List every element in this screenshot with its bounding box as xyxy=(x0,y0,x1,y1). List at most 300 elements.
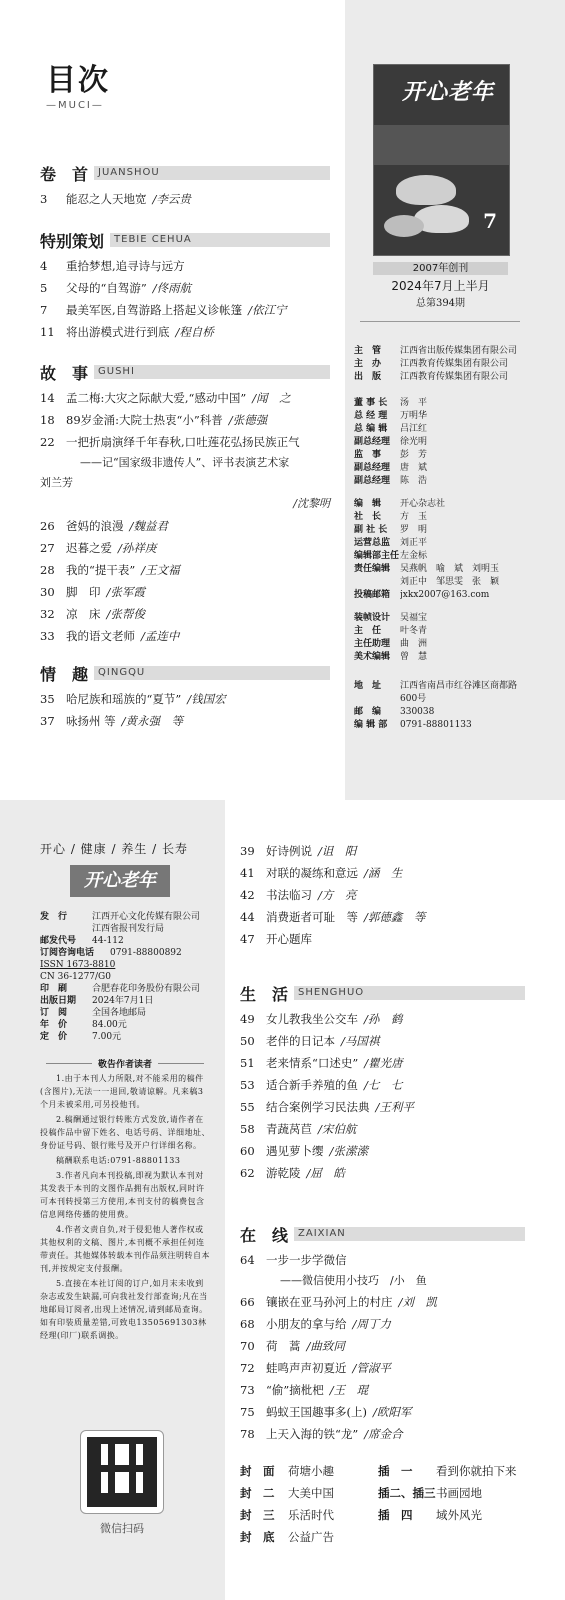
staff-key: 社 长 xyxy=(354,512,382,522)
pub-row xyxy=(40,1007,210,1019)
toc-subtitle: —MUCI— xyxy=(46,100,104,111)
page-number: 11 xyxy=(40,325,55,339)
page-number: 39 xyxy=(240,844,255,858)
entry-title: 迟暮之爱 xyxy=(66,541,112,555)
toc-entry[interactable] xyxy=(40,688,330,710)
cover-credits xyxy=(240,1460,540,1548)
page-number: 33 xyxy=(40,629,55,643)
credit-value: 看到你就拍下来 xyxy=(436,1464,517,1478)
credit-key: 插二、插三 xyxy=(378,1486,436,1500)
section-tebie xyxy=(40,231,330,343)
section-header xyxy=(40,164,330,182)
entry-author: /张帮俊 xyxy=(106,607,145,621)
toc-title: 目次 xyxy=(46,63,110,98)
staff-row xyxy=(354,563,554,576)
staff-key: 编辑部主任 xyxy=(354,551,400,561)
pub-value: 全国各地邮局 xyxy=(92,1008,147,1018)
entry-title: 哈尼族和瑶族的“夏节” xyxy=(66,692,182,706)
entry-title: 书法临习 xyxy=(266,888,312,902)
section-qingqu xyxy=(40,664,330,732)
entry-title: 我的“提干表” xyxy=(66,563,136,577)
page-number: 35 xyxy=(40,692,55,706)
toc-entry[interactable] xyxy=(240,862,525,884)
magazine-logo: 开心老年 xyxy=(70,865,170,897)
toc-entry[interactable] xyxy=(240,884,525,906)
page-number: 66 xyxy=(240,1295,255,1309)
page-number: 41 xyxy=(240,866,255,880)
section-header xyxy=(240,1225,525,1243)
staff-key: 地 址 xyxy=(354,681,382,691)
entry-title: 结合案例学习民法典 xyxy=(266,1100,370,1114)
toc-entry[interactable] xyxy=(40,581,330,603)
section-juanshou xyxy=(40,164,330,210)
entry-author: /依江宁 xyxy=(248,303,287,317)
staff-row xyxy=(354,436,554,449)
page-number: 70 xyxy=(240,1339,255,1353)
staff-value: 0791-88801133 xyxy=(400,720,472,730)
entry-author: /黄永强 等 xyxy=(121,714,184,728)
staff-row xyxy=(354,612,554,625)
entry-title: 咏扬州 等 xyxy=(66,714,116,728)
pub-key: 定 价 xyxy=(40,1032,68,1042)
qr-label: 微信扫码 xyxy=(100,1522,144,1535)
entry-title: 蚂蚁王国趣事多(上) xyxy=(266,1405,367,1419)
entry-title: 89岁金涌:大院士热衷“小”科普 xyxy=(66,413,223,427)
staff-key xyxy=(354,576,400,589)
section-title: 在 线 xyxy=(240,1225,289,1245)
entry-author: /钱国宏 xyxy=(187,692,226,706)
toc-entry[interactable] xyxy=(40,387,330,409)
page-number: 64 xyxy=(240,1253,255,1267)
entry-title: 适合新手养殖的鱼 xyxy=(266,1078,358,1092)
pub-value: ISSN 1673-8810 xyxy=(40,960,116,970)
toc-entry[interactable] xyxy=(240,1118,525,1140)
pub-row xyxy=(40,911,210,923)
pub-value: 江西省报刊发行局 xyxy=(92,924,165,934)
pub-value: 84.00元 xyxy=(92,1020,127,1030)
staff-key: 监 事 xyxy=(354,450,382,460)
staff-key: 美术编辑 xyxy=(354,652,391,662)
magazine-cover xyxy=(373,64,510,256)
section-title-en: JUANSHOU xyxy=(94,166,330,180)
cover-logo: 开心老年 xyxy=(402,79,495,105)
staff-row xyxy=(354,651,554,664)
pub-row xyxy=(40,971,210,983)
staff-value: 汤 平 xyxy=(400,398,428,408)
staff-key: 副总经理 xyxy=(354,476,391,486)
entry-title: 一把折扇演绎千年春秋,口吐莲花弘扬民族正气 xyxy=(66,435,300,449)
toc-entry[interactable] xyxy=(40,559,330,581)
section-gushi xyxy=(40,363,330,647)
staff-value: 万明华 xyxy=(400,411,428,421)
notice-body xyxy=(40,1072,210,1342)
staff-row xyxy=(354,423,554,436)
staff-value: 江西教育传媒集团有限公司 xyxy=(400,359,509,369)
staff-value: 江西省出版传媒集团有限公司 xyxy=(400,346,518,356)
staff-value: 陈 浩 xyxy=(400,476,428,486)
toc-entry[interactable] xyxy=(40,431,330,453)
entry-title: “偷”摘枇杷 xyxy=(266,1383,324,1397)
entry-author: /孙祥庚 xyxy=(118,541,157,555)
notice-paragraph: 稿酬联系电话:0791-88801133 xyxy=(56,1156,181,1165)
entry-title: 游乾陵 xyxy=(266,1166,301,1180)
staff-row xyxy=(354,706,554,719)
section-title: 卷 首 xyxy=(40,164,89,184)
staff-value: 330038 xyxy=(400,707,435,717)
slogan: 开心 / 健康 / 养生 / 长寿 xyxy=(40,842,189,856)
pub-key xyxy=(40,923,92,935)
entry-title: 能忍之人天地宽 xyxy=(66,192,147,206)
page-number: 42 xyxy=(240,888,255,902)
total-issue: 总第394期 xyxy=(415,298,466,309)
staff-key: 副总经理 xyxy=(354,437,391,447)
page-number: 60 xyxy=(240,1144,255,1158)
staff-group-e xyxy=(354,680,554,732)
staff-key: 运营总监 xyxy=(354,538,391,548)
toc-entry[interactable] xyxy=(240,928,525,950)
pub-row xyxy=(40,935,210,947)
pub-key: 订阅咨询电话 xyxy=(40,948,95,958)
section-header xyxy=(40,664,330,682)
staff-value: 600号 xyxy=(400,694,427,704)
staff-key xyxy=(354,693,400,706)
pub-row xyxy=(40,923,210,935)
entry-author: /涵 生 xyxy=(364,866,403,880)
entry-author: /孟连中 xyxy=(141,629,180,643)
staff-key: 编 辑 xyxy=(354,499,382,509)
entry-author: /曲致同 xyxy=(306,1339,345,1353)
entry-author: /王 琨 xyxy=(329,1383,369,1397)
entry-author: /李云贵 xyxy=(152,192,191,206)
section-title-en: TEBIE CEHUA xyxy=(110,233,330,247)
toc-entry[interactable] xyxy=(40,537,330,559)
credit-value: 乐活时代 xyxy=(288,1508,334,1522)
toc-entry[interactable] xyxy=(240,1401,525,1423)
pub-value: CN 36-1277/G0 xyxy=(40,972,111,982)
credit-key: 封 三 xyxy=(240,1508,275,1522)
toc-entry[interactable] xyxy=(40,188,330,210)
staff-value: 吴燕帆 喻 斌 刘明玉 xyxy=(400,564,500,574)
entry-author: /诅 阳 xyxy=(318,844,357,858)
pub-value: 2024年7月1日 xyxy=(92,996,154,1006)
staff-key: 总 编 辑 xyxy=(354,424,388,434)
toc-entry[interactable] xyxy=(240,906,525,928)
staff-key: 总 经 理 xyxy=(354,411,388,421)
staff-value: 刘正平 xyxy=(400,538,428,548)
pub-value: 7.00元 xyxy=(92,1032,122,1042)
pub-key: 出版日期 xyxy=(40,996,77,1006)
entry-author: /方 亮 xyxy=(318,888,357,902)
section-shenghuo xyxy=(240,984,525,1184)
toc-entry[interactable] xyxy=(40,710,330,732)
section-header xyxy=(240,984,525,1002)
staff-key: 编 辑 部 xyxy=(354,720,388,730)
toc-entry[interactable] xyxy=(40,625,330,647)
toc-entry[interactable] xyxy=(240,1008,525,1030)
staff-row xyxy=(354,371,554,384)
page-number: 4 xyxy=(40,259,48,273)
section-header xyxy=(40,231,330,249)
entry-author: /宋伯航 xyxy=(318,1122,357,1136)
notice-paragraph: 5.直接在本社订阅的订户,如月末未收到杂志或发生缺漏,可向我社发行部查询;凡在当地邮局订阅者,出现上述情况,请到邮局查询。如有印装质量差错,可致电13505691303林经理(印厂)联系调换。 xyxy=(40,1279,208,1340)
divider xyxy=(46,1063,92,1064)
page-number: 14 xyxy=(40,391,55,405)
staff-value: 江西省南昌市红谷滩区商都路 xyxy=(400,681,518,691)
entry-author: /周丁力 xyxy=(352,1317,391,1331)
entry-author: /七 七 xyxy=(364,1078,403,1092)
entry-author: /欧阳军 xyxy=(372,1405,412,1419)
page-number: 22 xyxy=(40,435,55,449)
toc-entry[interactable] xyxy=(240,1140,525,1162)
staff-row xyxy=(354,345,554,358)
entry-title: 荷 蒿 xyxy=(266,1339,301,1353)
section-title: 情 趣 xyxy=(40,664,89,684)
page-number: 18 xyxy=(40,413,55,427)
qr-code-icon xyxy=(87,1437,157,1507)
entry-title: 脚 印 xyxy=(66,585,101,599)
staff-value: jxkx2007@163.com xyxy=(400,590,490,600)
entry-author: /程自桥 xyxy=(175,325,214,339)
staff-value: 彭 芳 xyxy=(400,450,428,460)
page-number: 68 xyxy=(240,1317,255,1331)
entry-title: 镶嵌在亚马孙河上的村庄 xyxy=(266,1295,393,1309)
staff-key: 装帧设计 xyxy=(354,613,391,623)
toc-entry[interactable] xyxy=(240,1030,525,1052)
page-number: 5 xyxy=(40,281,48,295)
staff-row xyxy=(354,625,554,638)
entry-title: 青蔬莴苣 xyxy=(266,1122,312,1136)
toc-entry[interactable] xyxy=(240,1162,525,1184)
entry-title: 重拾梦想,追寻诗与远方 xyxy=(66,259,185,273)
pub-value: 江西开心文化传媒有限公司 xyxy=(92,912,201,922)
toc-entry[interactable] xyxy=(40,255,330,277)
section-title-en: GUSHI xyxy=(94,365,330,379)
toc-entry[interactable] xyxy=(240,1379,525,1401)
staff-key: 邮 编 xyxy=(354,707,382,717)
pub-key: 订 阅 xyxy=(40,1008,68,1018)
staff-row xyxy=(354,449,554,462)
entry-title: 父母的“自驾游” xyxy=(66,281,147,295)
entry-title: 好诗例说 xyxy=(266,844,312,858)
notice-paragraph: 2.稿酬通过银行转账方式发放,请作者在投稿作品中留下姓名、电话号码、详细地址、身份证号码、银行账号及开户行详细名称。 xyxy=(40,1115,210,1150)
credit-value: 公益广告 xyxy=(288,1530,334,1544)
section-header xyxy=(40,363,330,381)
staff-row xyxy=(354,524,554,537)
entry-title: 我的语文老师 xyxy=(66,629,135,643)
page-number: 50 xyxy=(240,1034,255,1048)
founded-label: 2007年创刊 xyxy=(373,262,508,275)
staff-row xyxy=(354,358,554,371)
entry-author: /马国祺 xyxy=(341,1034,380,1048)
staff-value: 曲 洲 xyxy=(400,639,428,649)
credit-key: 封 二 xyxy=(240,1486,275,1500)
staff-row xyxy=(354,397,554,410)
staff-row xyxy=(354,410,554,423)
entry-subtitle: ——微信使用小技巧 /小 鱼 xyxy=(280,1274,427,1287)
issue-label: 2024年7月上半月 xyxy=(391,279,490,293)
staff-key: 出 版 xyxy=(354,372,382,382)
entry-title: 上天入海的铁“龙” xyxy=(266,1427,359,1441)
entry-title: 凉 床 xyxy=(66,607,101,621)
lotus-leaves xyxy=(374,125,509,165)
notice-title: 敬告作者读者 xyxy=(98,1060,153,1070)
publication-details xyxy=(40,911,210,1043)
staff-row xyxy=(354,498,554,511)
staff-row xyxy=(354,719,554,732)
toc-entry[interactable] xyxy=(40,603,330,625)
page-number: 28 xyxy=(40,563,55,577)
entry-title: 遇见萝卜缨 xyxy=(266,1144,324,1158)
staff-key: 主 任 xyxy=(354,626,382,636)
toc-entry[interactable] xyxy=(240,1335,525,1357)
page-number: 27 xyxy=(40,541,55,555)
staff-value: 开心杂志社 xyxy=(400,499,446,509)
staff-row xyxy=(354,693,554,706)
staff-group-b xyxy=(354,397,554,488)
credit-value: 荷塘小趣 xyxy=(288,1464,334,1478)
staff-group-c xyxy=(354,498,554,602)
publication-info xyxy=(40,840,210,1344)
toc-entry[interactable] xyxy=(240,1052,525,1074)
credit-key: 插 四 xyxy=(378,1508,413,1522)
entry-title: 女儿教我坐公交车 xyxy=(266,1012,358,1026)
page-number: 3 xyxy=(40,192,48,206)
notice-paragraph: 1.由于本刊人力所限,对不能采用的稿件(含图片),无法一一退回,敬请谅解。凡来稿3个月未被采用,可另投他刊。 xyxy=(40,1074,204,1109)
staff-key: 副总经理 xyxy=(354,463,391,473)
staff-key: 主任助理 xyxy=(354,639,391,649)
toc-entry[interactable] xyxy=(240,1074,525,1096)
page-number: 72 xyxy=(240,1361,255,1375)
entry-author: /张德强 xyxy=(228,413,268,427)
pub-row xyxy=(40,1031,210,1043)
toc-entry[interactable] xyxy=(40,515,330,537)
entry-author: /瞿光唐 xyxy=(364,1056,403,1070)
entry-title: 小朋友的拿与给 xyxy=(266,1317,347,1331)
toc-entry[interactable] xyxy=(240,1423,525,1445)
cover-issue-number: 7 xyxy=(483,209,497,233)
staff-row xyxy=(354,462,554,475)
toc-entry[interactable] xyxy=(40,299,330,321)
toc-entry[interactable] xyxy=(40,277,330,299)
entry-author: /刘 凯 xyxy=(398,1295,437,1309)
entry-author: /张军霞 xyxy=(106,585,145,599)
pub-key: 印 刷 xyxy=(40,984,68,994)
entry-author: /孙 鹤 xyxy=(364,1012,403,1026)
staff-group-a xyxy=(354,345,554,384)
entry-author: /席金合 xyxy=(364,1427,403,1441)
staff-value: 曾 慧 xyxy=(400,652,428,662)
entry-subtitle-cont: 刘兰芳 xyxy=(40,476,73,489)
staff-key: 主 管 xyxy=(354,346,382,356)
credit-value: 书画园地 xyxy=(436,1486,482,1500)
section-title-en: SHENGHUO xyxy=(294,986,525,1000)
page-number: 75 xyxy=(240,1405,255,1419)
section-title: 故 事 xyxy=(40,363,89,383)
page-number: 78 xyxy=(240,1427,255,1441)
toc-entry[interactable] xyxy=(40,321,330,343)
page-number: 47 xyxy=(240,932,255,946)
staff-value: 罗 明 xyxy=(400,525,428,535)
entry-title: 开心题库 xyxy=(266,932,312,946)
staff-row xyxy=(354,589,554,602)
staff-value: 叶冬青 xyxy=(400,626,428,636)
staff-key: 副 社 长 xyxy=(354,525,388,535)
pub-value: 0791-88800892 xyxy=(110,948,182,958)
entry-author: /王文福 xyxy=(141,563,180,577)
entry-author: /沈黎明 xyxy=(293,497,330,510)
cover-credit-row xyxy=(240,1460,540,1482)
staff-value: 徐光明 xyxy=(400,437,428,447)
entry-title: 一步一步学微信 xyxy=(266,1253,347,1267)
entry-title: 老来情系“口述史” xyxy=(266,1056,359,1070)
qr-code[interactable] xyxy=(80,1430,164,1514)
entry-title: 对联的凝练和意远 xyxy=(266,866,358,880)
credit-key: 封 底 xyxy=(240,1530,275,1544)
section-zaixian xyxy=(240,1225,525,1445)
pub-row xyxy=(40,959,210,971)
page-number: 62 xyxy=(240,1166,255,1180)
staff-row xyxy=(354,576,554,589)
pub-value: 44-112 xyxy=(92,936,124,946)
page-number: 37 xyxy=(40,714,55,728)
page-number: 51 xyxy=(240,1056,255,1070)
entry-author: /郭德鑫 等 xyxy=(364,910,426,924)
toc-entry[interactable] xyxy=(240,1291,525,1313)
cover-credit-row xyxy=(240,1482,540,1504)
entry-title: 将出游模式进行到底 xyxy=(66,325,170,339)
continued-list xyxy=(240,840,525,950)
credit-value: 大美中国 xyxy=(288,1486,334,1500)
pub-key: 发 行 xyxy=(40,912,68,922)
credit-key: 插 一 xyxy=(378,1464,413,1478)
toc-entry[interactable] xyxy=(240,1096,525,1118)
page-number: 49 xyxy=(240,1012,255,1026)
cover-credit-row xyxy=(240,1526,540,1548)
toc-entry[interactable] xyxy=(240,840,525,862)
credit-value: 域外风光 xyxy=(436,1508,482,1522)
entry-title: 老伴的日记本 xyxy=(266,1034,335,1048)
section-title-en: QINGQU xyxy=(94,666,330,680)
pub-key: 年 价 xyxy=(40,1020,68,1030)
divider xyxy=(158,1063,204,1064)
page-number: 7 xyxy=(40,303,48,317)
staff-row xyxy=(354,680,554,693)
pub-key: 邮发代号 xyxy=(40,936,77,946)
page-number: 32 xyxy=(40,607,55,621)
entry-author: /屈 皓 xyxy=(306,1166,345,1180)
entry-title: 最美军医,自驾游路上搭起义诊帐篷 xyxy=(66,303,243,317)
page-number: 53 xyxy=(240,1078,255,1092)
toc-entry[interactable] xyxy=(240,1249,525,1271)
notice-heading xyxy=(40,1057,210,1070)
staff-key: 投稿邮箱 xyxy=(354,590,391,600)
pub-row xyxy=(40,983,210,995)
staff-row xyxy=(354,638,554,651)
entry-author: /佟雨航 xyxy=(152,281,192,295)
section-title: 特别策划 xyxy=(40,231,105,251)
toc-entry[interactable] xyxy=(240,1357,525,1379)
page-number: 30 xyxy=(40,585,55,599)
notice-paragraph: 3.作者凡向本刊投稿,即视为默认本刊对其发表于本刊的文图作品拥有出版权,同时许可本刊转授第三方使用,本刊支付的稿费包含信息网络传播的使用费。 xyxy=(40,1171,205,1219)
staff-value: 吕江红 xyxy=(400,424,428,434)
entry-author: /王利平 xyxy=(375,1100,414,1114)
toc-entry[interactable] xyxy=(40,409,330,431)
toc-entry[interactable] xyxy=(240,1313,525,1335)
entry-title: 蛙鸣声声初夏近 xyxy=(266,1361,347,1375)
staff-value: 唐 斌 xyxy=(400,463,428,473)
staff-row xyxy=(354,537,554,550)
entry-author: /闻 之 xyxy=(252,391,291,405)
